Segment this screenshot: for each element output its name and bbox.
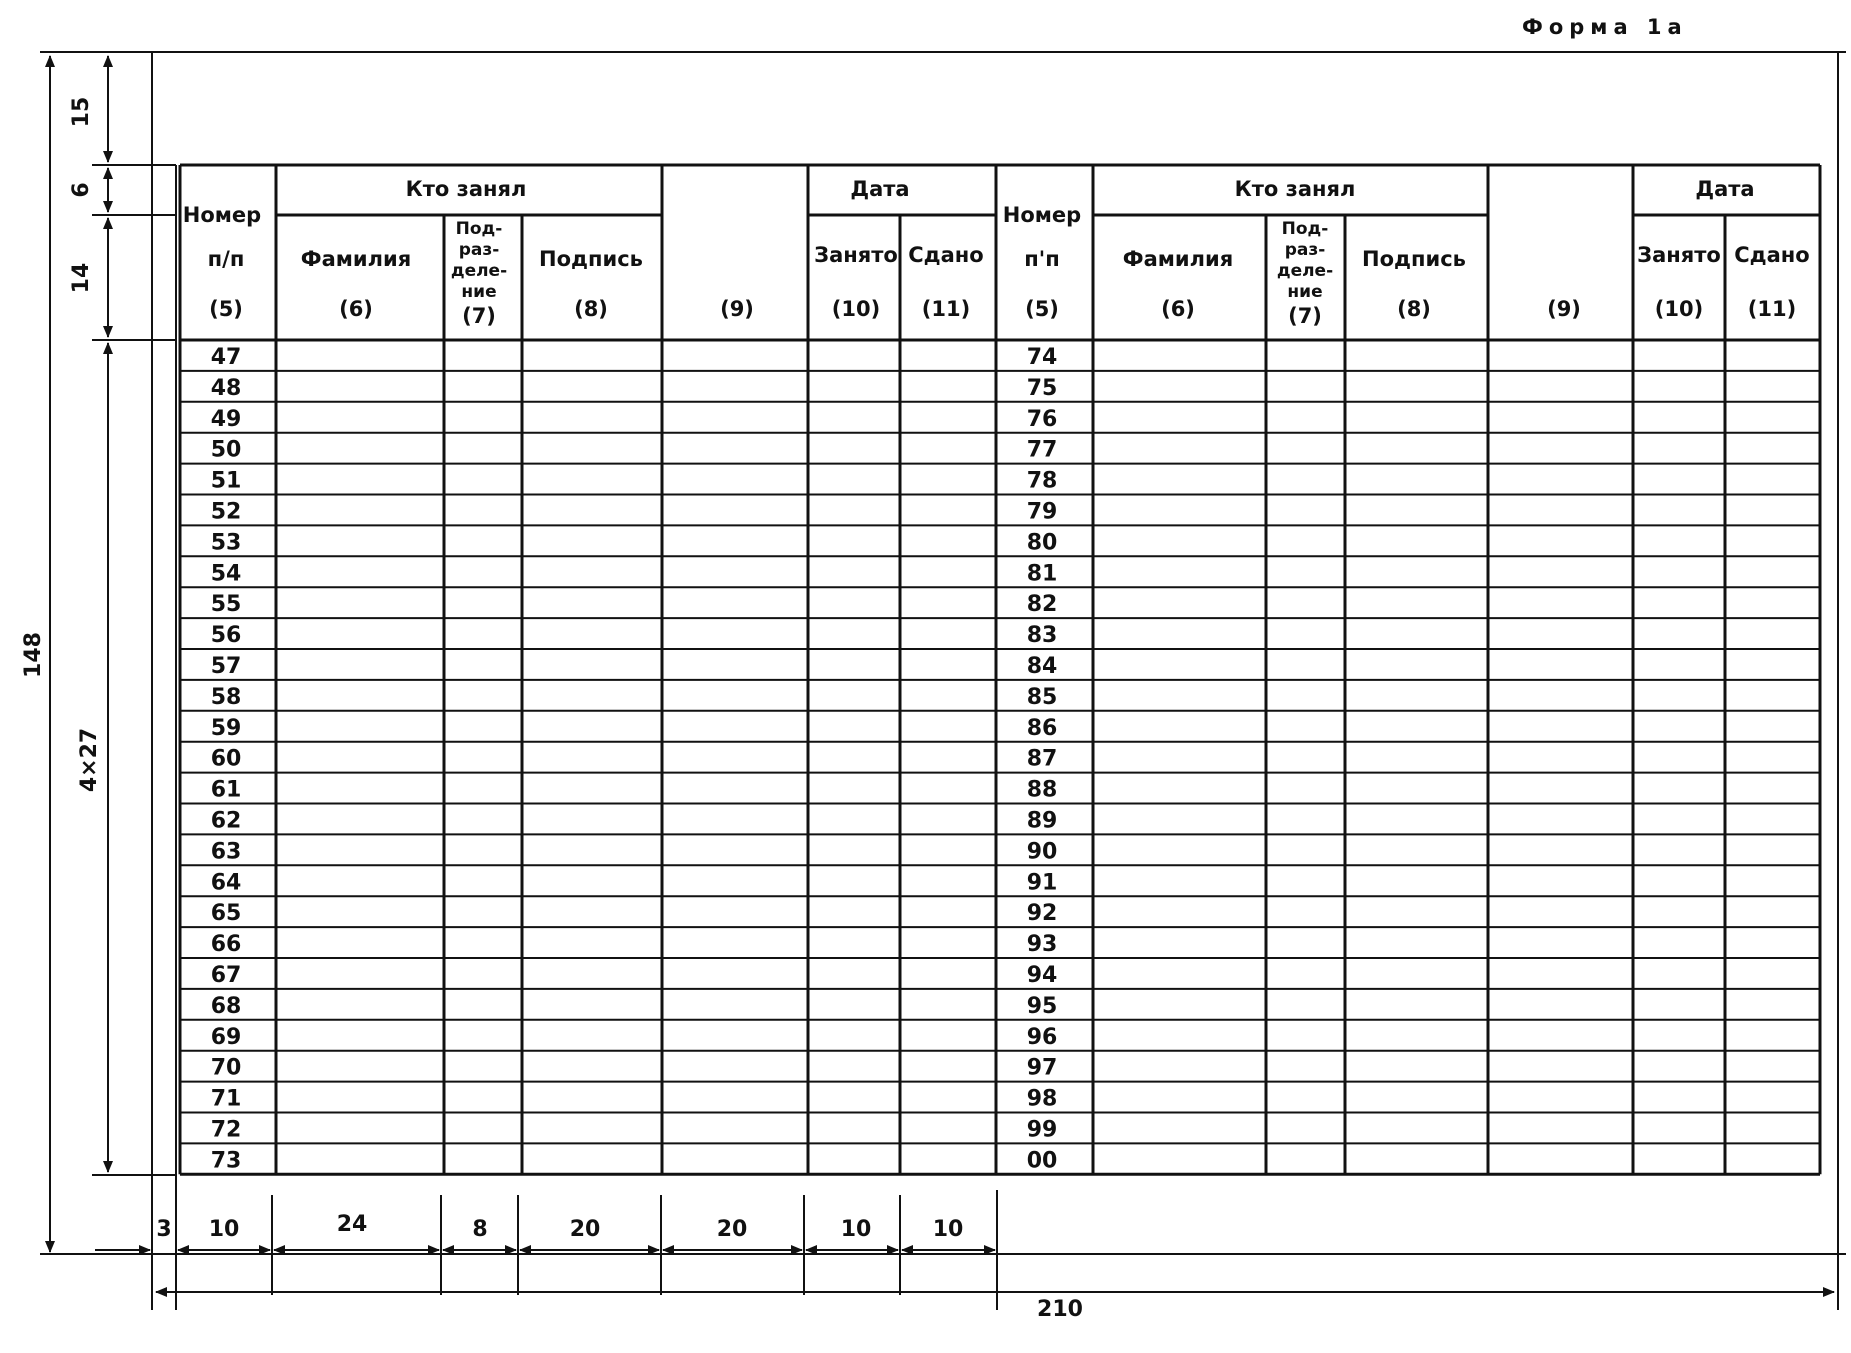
right-row-number: 00 xyxy=(1026,1148,1058,1174)
right-row-number: 89 xyxy=(1026,808,1058,834)
left-row-number: 65 xyxy=(210,901,242,927)
dim-label-3: 3 xyxy=(156,1217,172,1242)
row-numbers xyxy=(211,345,1058,1173)
subdivision-header-1-right: Под- xyxy=(1281,219,1329,239)
right-row-number: 93 xyxy=(1026,932,1058,958)
right-row-number: 88 xyxy=(1026,777,1058,803)
surname-col-num-right: (6) xyxy=(1161,297,1195,321)
dim-label-20b: 20 xyxy=(716,1217,748,1242)
left-row-number: 47 xyxy=(210,345,242,370)
signature-col-num: (8) xyxy=(574,297,608,321)
dim-label-10: 10 xyxy=(208,1217,240,1242)
surname-header: Фамилия xyxy=(300,247,412,271)
right-row-number: 83 xyxy=(1026,623,1058,649)
right-row-number: 80 xyxy=(1026,530,1058,556)
subdivision-header-4: ние xyxy=(461,282,497,302)
left-row-number: 54 xyxy=(210,561,242,587)
left-row-number: 69 xyxy=(210,1024,242,1050)
subdivision-header-3: деле- xyxy=(450,261,508,281)
right-row-number: 95 xyxy=(1026,993,1058,1019)
dim-label-148: 148 xyxy=(21,632,46,678)
right-row-number: 75 xyxy=(1026,375,1058,401)
taken-header-right: Занято xyxy=(1637,243,1721,267)
dim-label-6: 6 xyxy=(69,182,94,198)
subdivision-col-num: (7) xyxy=(462,304,496,328)
left-row-number: 68 xyxy=(210,993,242,1019)
who-took-header: Кто занял xyxy=(405,177,527,201)
surname-header-right: Фамилия xyxy=(1122,247,1234,271)
right-row-number: 78 xyxy=(1026,468,1058,494)
dim-label-4x27: 4×27 xyxy=(77,727,102,793)
left-row-number: 64 xyxy=(210,870,242,896)
right-row-number: 85 xyxy=(1026,684,1058,710)
right-row-number: 92 xyxy=(1026,901,1058,927)
row-lines xyxy=(180,371,1820,1144)
right-row-number: 81 xyxy=(1026,561,1058,587)
left-row-number: 50 xyxy=(210,437,242,463)
left-row-number: 62 xyxy=(210,808,242,834)
right-row-number: 82 xyxy=(1026,592,1058,618)
dim-label-14: 14 xyxy=(69,262,94,294)
col9-num-right: (9) xyxy=(1547,297,1581,321)
number-header-right: Номер xyxy=(1002,203,1082,227)
number-col-num: (5) xyxy=(209,297,243,321)
col9-num: (9) xyxy=(720,297,754,321)
subdivision-header-3-right: деле- xyxy=(1276,261,1334,281)
left-row-number: 73 xyxy=(210,1148,242,1174)
dimension-arrows xyxy=(50,56,1834,1292)
left-row-number: 63 xyxy=(210,839,242,865)
who-took-header-right: Кто занял xyxy=(1234,177,1356,201)
right-row-number: 91 xyxy=(1026,870,1058,896)
left-row-number: 72 xyxy=(210,1117,242,1143)
right-row-number: 94 xyxy=(1026,963,1058,988)
dim-label-10c: 10 xyxy=(932,1217,964,1242)
frame-lines xyxy=(40,52,1846,1310)
right-row-number: 96 xyxy=(1026,1024,1058,1050)
left-row-number: 51 xyxy=(210,468,242,494)
dim-label-210: 210 xyxy=(1037,1297,1083,1322)
right-row-number: 76 xyxy=(1026,406,1058,432)
taken-col-num: (10) xyxy=(831,297,881,321)
number-col-num-right: (5) xyxy=(1025,297,1059,321)
left-row-number: 56 xyxy=(210,623,242,649)
right-header xyxy=(1003,177,1810,328)
dim-label-8: 8 xyxy=(472,1217,488,1242)
date-header-right: Дата xyxy=(1695,177,1755,201)
signature-header: Подпись xyxy=(539,247,643,271)
dim-label-24: 24 xyxy=(336,1212,368,1237)
dim-label-10b: 10 xyxy=(840,1217,872,1242)
returned-header: Сдано xyxy=(908,243,984,267)
returned-header-right: Сдано xyxy=(1734,243,1810,267)
taken-col-num-right: (10) xyxy=(1654,297,1704,321)
left-row-number: 59 xyxy=(210,715,242,741)
right-row-number: 87 xyxy=(1026,746,1058,772)
subdivision-header-1: Под- xyxy=(455,219,503,239)
left-row-number: 49 xyxy=(210,406,242,432)
taken-header: Занято xyxy=(814,243,898,267)
form-title: Форма 1а xyxy=(1522,15,1688,39)
right-row-number: 84 xyxy=(1026,654,1058,679)
returned-col-num: (11) xyxy=(921,297,971,321)
number-header-sub-right: п'п xyxy=(1024,247,1060,271)
number-header-sub: п/п xyxy=(207,247,245,271)
right-row-number: 79 xyxy=(1026,499,1058,525)
left-row-number: 52 xyxy=(210,499,242,525)
right-row-number: 98 xyxy=(1026,1086,1058,1112)
subdivision-header-4-right: ние xyxy=(1287,282,1323,302)
left-row-number: 66 xyxy=(210,932,242,958)
left-row-number: 61 xyxy=(210,777,242,803)
dim-label-15: 15 xyxy=(69,96,94,128)
left-row-number: 70 xyxy=(210,1055,242,1081)
date-header: Дата xyxy=(850,177,910,201)
left-row-number: 48 xyxy=(210,375,242,401)
right-row-number: 77 xyxy=(1026,437,1058,463)
form-table xyxy=(180,165,1820,1174)
right-row-number: 74 xyxy=(1026,345,1058,370)
right-row-number: 99 xyxy=(1026,1117,1058,1143)
right-row-number: 97 xyxy=(1026,1055,1058,1081)
surname-col-num: (6) xyxy=(339,297,373,321)
subdivision-col-num-right: (7) xyxy=(1288,304,1322,328)
subdivision-header-2-right: раз- xyxy=(1284,240,1326,260)
dim-label-20a: 20 xyxy=(569,1217,601,1242)
subdivision-header-2: раз- xyxy=(458,240,500,260)
right-row-number: 86 xyxy=(1026,715,1058,741)
left-row-number: 57 xyxy=(210,654,242,679)
left-row-number: 71 xyxy=(210,1086,242,1112)
right-row-number: 90 xyxy=(1026,839,1058,865)
left-row-number: 53 xyxy=(210,530,242,556)
left-row-number: 67 xyxy=(210,963,242,988)
signature-col-num-right: (8) xyxy=(1397,297,1431,321)
signature-header-right: Подпись xyxy=(1362,247,1466,271)
left-row-number: 55 xyxy=(210,592,242,618)
number-header: Номер xyxy=(182,203,262,227)
left-header xyxy=(183,177,984,328)
returned-col-num-right: (11) xyxy=(1747,297,1797,321)
left-row-number: 60 xyxy=(210,746,242,772)
left-row-number: 58 xyxy=(210,684,242,710)
